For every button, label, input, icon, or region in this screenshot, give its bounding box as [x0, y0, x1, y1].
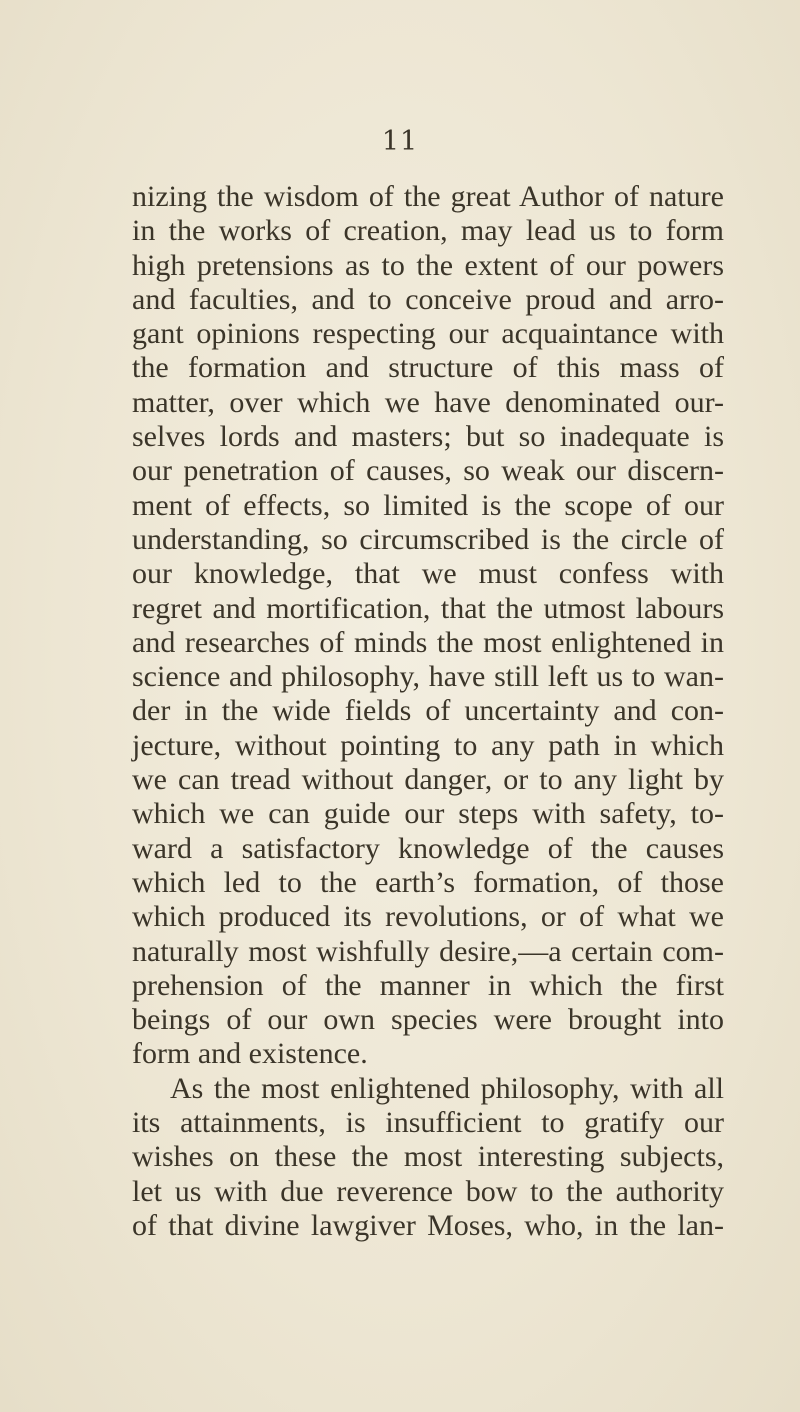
text-line: of that divine lawgiver Moses, who, in the lan-: [132, 1208, 724, 1242]
body-text: [132, 180, 724, 1243]
text-line: high pretensions as to the extent of our powers: [132, 248, 724, 282]
text-line: and faculties, and to conceive proud and arro-: [132, 282, 724, 316]
text-line: gant opinions respecting our acquaintance with: [132, 317, 724, 351]
text-line: jecture, without pointing to any path in which: [132, 728, 724, 762]
text-line: selves lords and masters; but so inadequate is: [132, 420, 724, 454]
paragraph-end-line: form and existence.: [132, 1037, 368, 1071]
text-line: prehension of the manner in which the first: [132, 968, 724, 1002]
text-line: regret and mortification, that the utmost labours: [132, 591, 724, 625]
text-line: our knowledge, that we must confess with: [132, 557, 724, 591]
text-line: matter, over which we have denominated our-: [132, 385, 724, 419]
text-line: we can tread without danger, or to any light by: [132, 763, 724, 797]
text-line: science and philosophy, have still left us to wan-: [132, 660, 724, 694]
paragraph-start-line: As the most enlightened philosophy, with all: [170, 1071, 724, 1105]
text-line: nizing the wisdom of the great Author of nature: [132, 180, 724, 213]
text-line: wishes on these the most interesting subjects,: [132, 1140, 724, 1174]
text-line: beings of our own species were brought into: [132, 1003, 724, 1037]
text-line: which we can guide our steps with safety, to-: [132, 797, 724, 831]
text-line: which produced its revolutions, or of what we: [132, 900, 724, 934]
text-line: ward a satisfactory knowledge of the causes: [132, 831, 724, 865]
text-line: der in the wide fields of uncertainty and con-: [132, 694, 724, 728]
text-line: which led to the earth’s formation, of those: [132, 865, 724, 899]
text-line: ment of effects, so limited is the scope of our: [132, 488, 724, 522]
text-line: let us with due reverence bow to the authority: [132, 1174, 724, 1208]
text-line: the formation and structure of this mass of: [132, 351, 724, 385]
text-line: understanding, so circumscribed is the circle of: [132, 522, 724, 556]
text-line: and researches of minds the most enlightened in: [132, 625, 724, 659]
text-line: in the works of creation, may lead us to form: [132, 214, 724, 248]
text-line: naturally most wishfully desire,—a certain com-: [132, 934, 724, 968]
text-line: its attainments, is insufficient to gratify our: [132, 1106, 724, 1140]
text-line: our penetration of causes, so weak our discern-: [132, 454, 724, 488]
page-number: 11: [381, 126, 419, 157]
